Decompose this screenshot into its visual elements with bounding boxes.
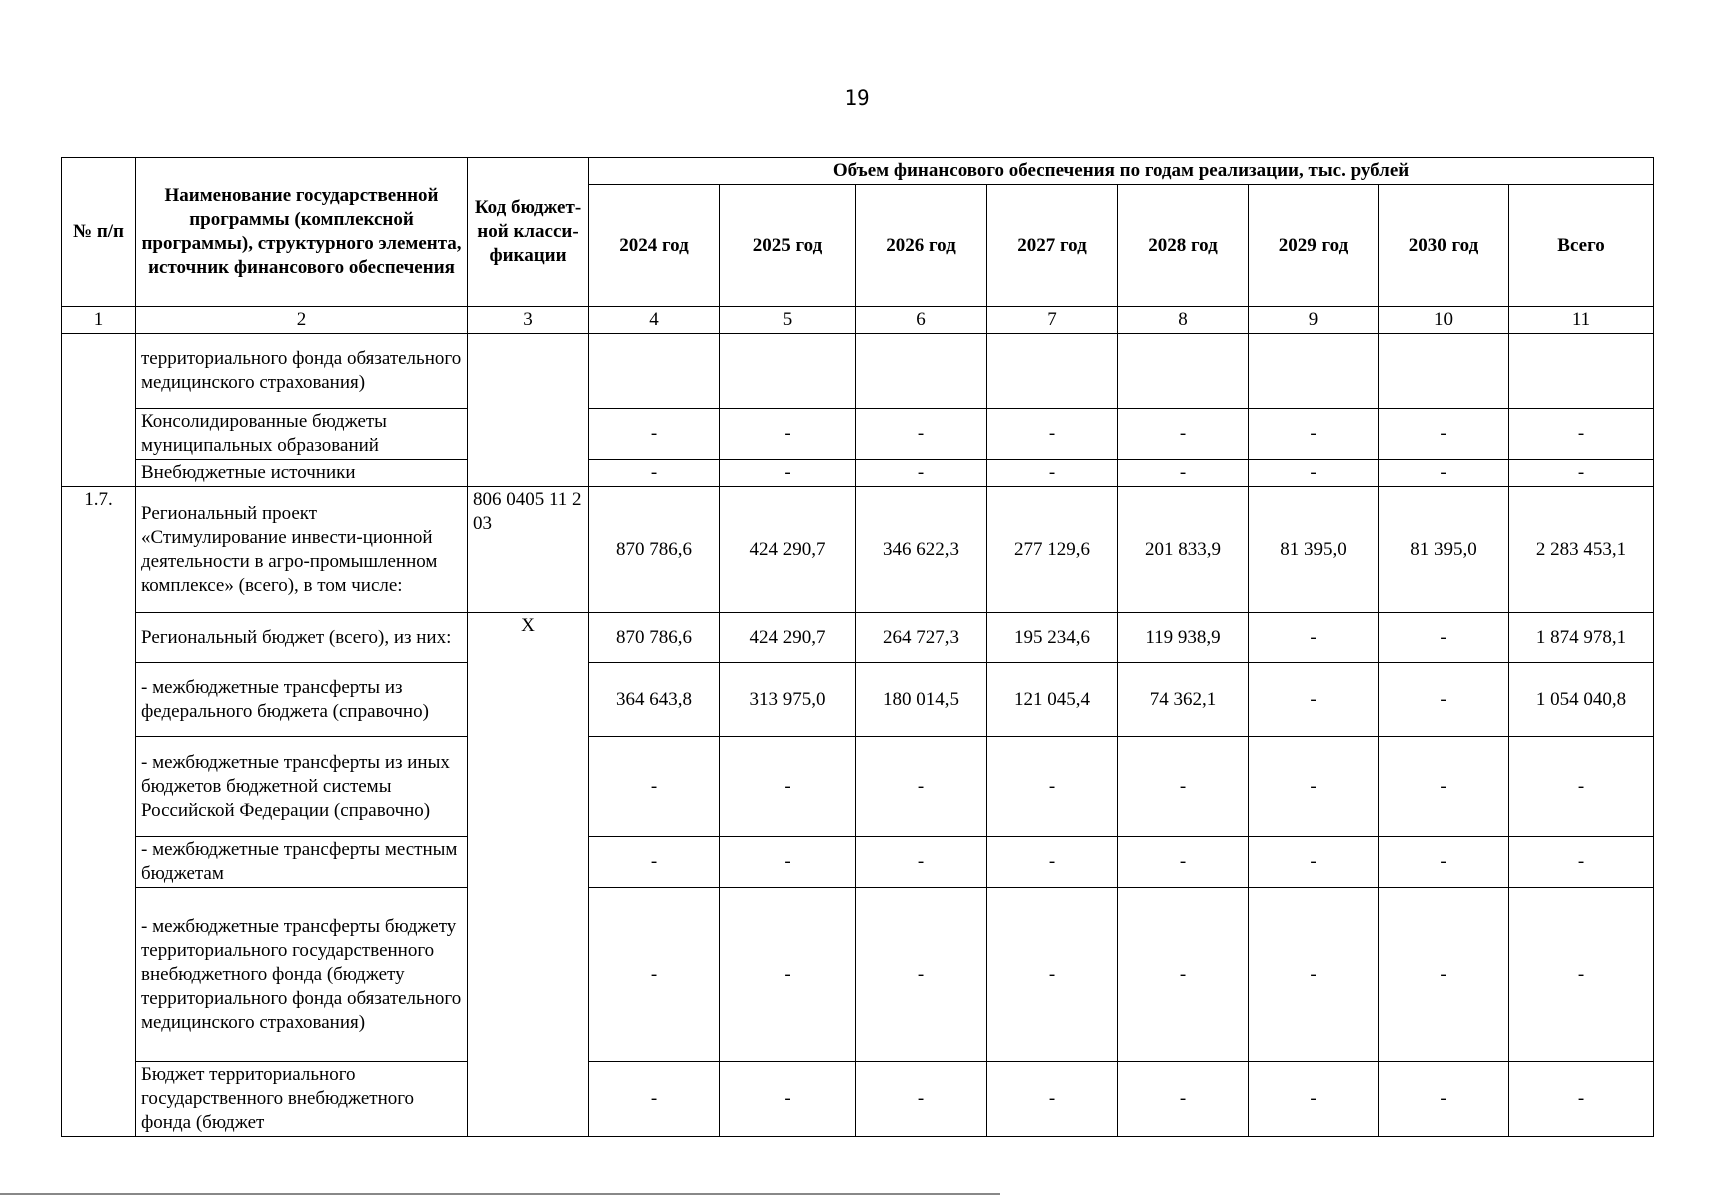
- row-value: -: [1379, 1062, 1509, 1137]
- row-value: 313 975,0: [720, 663, 856, 737]
- row-value: -: [1509, 409, 1654, 460]
- column-number: 9: [1249, 307, 1379, 334]
- row-value: -: [589, 1062, 720, 1137]
- header-year: 2028 год: [1118, 185, 1249, 307]
- row-value: -: [720, 737, 856, 837]
- row-value: 195 234,6: [987, 613, 1118, 663]
- row-value: -: [987, 409, 1118, 460]
- row-value: -: [1249, 837, 1379, 888]
- column-numbers-row: [62, 307, 1654, 334]
- column-number: 6: [856, 307, 987, 334]
- table-row: [62, 888, 1654, 1062]
- column-number: 5: [720, 307, 856, 334]
- row-value: [856, 334, 987, 409]
- header-year: 2029 год: [1249, 185, 1379, 307]
- header-code: Код бюджет-ной класси-фикации: [468, 158, 589, 307]
- row-value: -: [1379, 409, 1509, 460]
- row-num: [62, 334, 136, 487]
- column-number: 1: [62, 307, 136, 334]
- row-value: 1 054 040,8: [1509, 663, 1654, 737]
- row-value: -: [1379, 737, 1509, 837]
- row-value: 81 395,0: [1249, 487, 1379, 613]
- row-value: -: [589, 888, 720, 1062]
- table-row: [62, 613, 1654, 663]
- row-value: 180 014,5: [856, 663, 987, 737]
- header-funding: Объем финансового обеспечения по годам реализации, тыс. рублей: [589, 158, 1654, 185]
- header-num: № п/п: [62, 158, 136, 307]
- row-value: -: [720, 888, 856, 1062]
- row-name: - межбюджетные трансферты местным бюджетам: [136, 837, 468, 888]
- row-value: -: [856, 737, 987, 837]
- row-value: -: [987, 737, 1118, 837]
- header-year: 2030 год: [1379, 185, 1509, 307]
- row-value: -: [720, 409, 856, 460]
- column-number: 4: [589, 307, 720, 334]
- row-name: Консолидированные бюджеты муниципальных образований: [136, 409, 468, 460]
- row-value: -: [1509, 1062, 1654, 1137]
- row-value: -: [1249, 1062, 1379, 1137]
- row-value: -: [1118, 888, 1249, 1062]
- header-year: 2026 год: [856, 185, 987, 307]
- row-name: - межбюджетные трансферты бюджету территориального государственного внебюджетного фонда (бюджету территориального фонда обязательного медицинского страхования): [136, 888, 468, 1062]
- row-value: -: [987, 888, 1118, 1062]
- table-row: [62, 487, 1654, 613]
- row-value: -: [1379, 663, 1509, 737]
- row-value: -: [1249, 737, 1379, 837]
- row-value: -: [1509, 888, 1654, 1062]
- row-value: -: [720, 1062, 856, 1137]
- row-value: -: [720, 837, 856, 888]
- table-row: [62, 737, 1654, 837]
- row-name: Региональный проект «Стимулирование инвести-ционной деятельности в агро-промышленном комплексе» (всего), в том числе:: [136, 487, 468, 613]
- row-name: Внебюджетные источники: [136, 460, 468, 487]
- row-value: -: [589, 737, 720, 837]
- row-name: Бюджет территориального государственного внебюджетного фонда (бюджет: [136, 1062, 468, 1137]
- row-value: [987, 334, 1118, 409]
- row-name: Региональный бюджет (всего), из них:: [136, 613, 468, 663]
- table-row: [62, 334, 1654, 409]
- row-value: [720, 334, 856, 409]
- row-value: -: [1379, 613, 1509, 663]
- header-name: Наименование государственной программы (комплексной программы), структурного элемента, источник финансового обеспечения: [136, 158, 468, 307]
- table-row: [62, 837, 1654, 888]
- page-number: 19: [844, 86, 870, 110]
- row-value: [1509, 334, 1654, 409]
- row-value: 121 045,4: [987, 663, 1118, 737]
- row-value: -: [1249, 409, 1379, 460]
- row-value: 81 395,0: [1379, 487, 1509, 613]
- footer-divider: [0, 1193, 1000, 1195]
- column-number: 8: [1118, 307, 1249, 334]
- table-row: [62, 460, 1654, 487]
- row-value: 424 290,7: [720, 613, 856, 663]
- row-value: 201 833,9: [1118, 487, 1249, 613]
- row-value: -: [1249, 663, 1379, 737]
- row-value: 346 622,3: [856, 487, 987, 613]
- row-value: -: [1118, 460, 1249, 487]
- row-value: [1249, 334, 1379, 409]
- row-value: -: [589, 837, 720, 888]
- row-value: -: [987, 1062, 1118, 1137]
- row-value: 870 786,6: [589, 613, 720, 663]
- row-code: 806 0405 11 2 03: [468, 487, 589, 613]
- table-row: [62, 1062, 1654, 1137]
- row-code: [468, 334, 589, 487]
- row-value: [1118, 334, 1249, 409]
- row-value: [589, 334, 720, 409]
- row-value: 364 643,8: [589, 663, 720, 737]
- row-value: -: [1249, 888, 1379, 1062]
- row-value: 74 362,1: [1118, 663, 1249, 737]
- header-year: 2025 год: [720, 185, 856, 307]
- column-number: 10: [1379, 307, 1509, 334]
- header-year: 2027 год: [987, 185, 1118, 307]
- column-number: 7: [987, 307, 1118, 334]
- row-value: -: [1249, 460, 1379, 487]
- row-value: -: [987, 460, 1118, 487]
- row-value: -: [1379, 837, 1509, 888]
- funding-table: [61, 157, 1654, 1137]
- row-value: -: [856, 1062, 987, 1137]
- row-value: -: [589, 460, 720, 487]
- row-value: -: [1509, 460, 1654, 487]
- table-row: [62, 409, 1654, 460]
- row-value: -: [1509, 737, 1654, 837]
- row-value: -: [856, 460, 987, 487]
- column-number: 3: [468, 307, 589, 334]
- row-value: -: [1118, 409, 1249, 460]
- row-value: -: [856, 888, 987, 1062]
- column-number: 11: [1509, 307, 1654, 334]
- row-value: 1 874 978,1: [1509, 613, 1654, 663]
- row-value: 870 786,6: [589, 487, 720, 613]
- row-value: -: [1379, 888, 1509, 1062]
- row-value: -: [1118, 837, 1249, 888]
- row-value: -: [856, 837, 987, 888]
- row-value: [1379, 334, 1509, 409]
- row-value: -: [856, 409, 987, 460]
- row-value: -: [1249, 613, 1379, 663]
- row-value: -: [987, 837, 1118, 888]
- header-total: Всего: [1509, 185, 1654, 307]
- row-name: территориального фонда обязательного медицинского страхования): [136, 334, 468, 409]
- row-value: -: [720, 460, 856, 487]
- table-row: [62, 663, 1654, 737]
- row-value: 2 283 453,1: [1509, 487, 1654, 613]
- row-value: 119 938,9: [1118, 613, 1249, 663]
- row-value: 424 290,7: [720, 487, 856, 613]
- header-year: 2024 год: [589, 185, 720, 307]
- row-value: 264 727,3: [856, 613, 987, 663]
- row-value: -: [1509, 837, 1654, 888]
- row-num: 1.7.: [62, 487, 136, 1137]
- row-name: - межбюджетные трансферты из иных бюджетов бюджетной системы Российской Федерации (справочно): [136, 737, 468, 837]
- column-number: 2: [136, 307, 468, 334]
- row-value: -: [1379, 460, 1509, 487]
- row-code: Х: [468, 613, 589, 1137]
- row-value: -: [1118, 737, 1249, 837]
- row-value: -: [1118, 1062, 1249, 1137]
- row-value: 277 129,6: [987, 487, 1118, 613]
- row-name: - межбюджетные трансферты из федерального бюджета (справочно): [136, 663, 468, 737]
- row-value: -: [589, 409, 720, 460]
